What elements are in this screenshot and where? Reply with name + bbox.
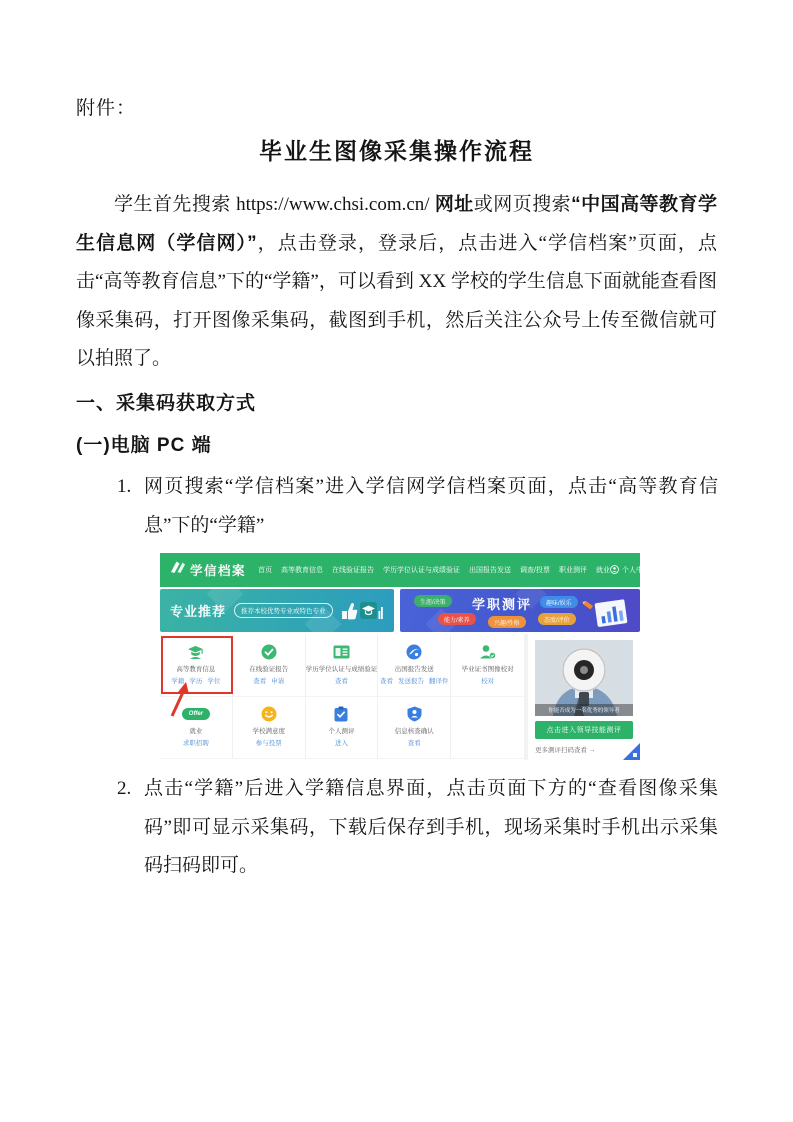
- card-title: 高等教育信息: [176, 665, 216, 673]
- chevron-down-icon: [654, 569, 660, 572]
- link-xueji[interactable]: 学籍: [171, 678, 185, 685]
- intro-bold1: 网址: [434, 194, 474, 215]
- user-menu[interactable]: [610, 565, 660, 576]
- link-vote[interactable]: 参与投票: [255, 740, 282, 747]
- brand-logo-icon: [169, 560, 186, 580]
- banner-right-title: 学职测评: [472, 597, 533, 612]
- red-arrow-annotation: [164, 680, 194, 720]
- enter-leadership-test-button[interactable]: 点击进入领导技能测评: [535, 721, 633, 739]
- card-online-verification: [233, 635, 306, 697]
- subsection-heading: (一)电脑 PC 端: [76, 435, 212, 456]
- step-2-number: 2.: [117, 778, 132, 799]
- intro-seg2: 或网页搜索: [473, 194, 572, 215]
- link-send-report[interactable]: 发送报告: [398, 678, 425, 685]
- user-menu-label: 个人中心: [621, 567, 650, 574]
- banner-right-illustration-icon: [582, 593, 634, 632]
- tag-attitude-evaluation: 态度/评价: [538, 613, 576, 625]
- card-title: 就业: [189, 727, 203, 735]
- banner-left-illustration-icon: [340, 599, 384, 623]
- qr-code-icon: [632, 752, 638, 758]
- card-title: 毕业证书图像校对: [461, 665, 514, 673]
- nav-degree-certification[interactable]: 学历学位认证与成绩验证: [383, 567, 461, 574]
- service-cards-zone: [160, 634, 640, 760]
- link-view-certification[interactable]: 查看: [334, 678, 348, 685]
- smiley-icon: [261, 705, 277, 722]
- card-title: 个人测评: [328, 727, 355, 735]
- intro-paragraph: [76, 186, 717, 379]
- nav-online-verification-report[interactable]: 在线验证报告: [332, 567, 375, 574]
- link-enter-test[interactable]: 进入: [334, 740, 348, 747]
- career-test-banner[interactable]: [400, 589, 640, 632]
- megaphone-promo-photo: [535, 640, 633, 716]
- nav-survey-vote[interactable]: 调查/投票: [520, 567, 550, 574]
- link-view-report[interactable]: 查看: [253, 678, 267, 685]
- intro-bold2: “中国高等教育学生信息网（学信网）”: [76, 194, 717, 254]
- globe-icon: [406, 643, 422, 660]
- step-1: [117, 468, 718, 545]
- card-title: 出国报告发送: [394, 665, 434, 673]
- offer-icon: Offer: [182, 705, 210, 722]
- chsi-url-text: https://www.chsi.com.cn/: [236, 194, 435, 215]
- tag-ability-quality: 能力/素养: [438, 613, 476, 625]
- nav-abroad-report[interactable]: 出国报告发送: [469, 567, 512, 574]
- section-heading: 一、采集码获取方式: [76, 393, 257, 414]
- promo-panel: [528, 634, 640, 760]
- link-view-abroad[interactable]: 查看: [380, 678, 394, 685]
- link-xueli[interactable]: 学历: [189, 678, 203, 685]
- step-2: [117, 770, 718, 886]
- link-view-confirm[interactable]: 查看: [407, 740, 421, 747]
- banner-left-subtitle: 推荐本校优势专业或特色专业: [234, 603, 333, 618]
- intro-seg1: 学生首先搜索: [114, 194, 237, 215]
- person-check-icon: [479, 643, 496, 660]
- card-diploma-photo-check: [451, 635, 524, 697]
- card-title: 信息核查确认: [394, 727, 434, 735]
- shield-person-icon: [407, 705, 422, 722]
- nav-home[interactable]: 首页: [258, 567, 273, 574]
- promo-caption: 你能否成为一名优秀的领导者: [535, 704, 633, 716]
- card-title: 在线验证报告: [249, 665, 289, 673]
- more-tests-link[interactable]: 更多测评扫码查看 →: [535, 747, 596, 754]
- link-xuewei[interactable]: 学位: [207, 678, 221, 685]
- clipboard-icon: [334, 705, 348, 722]
- brand[interactable]: [169, 560, 246, 580]
- nav-career-test[interactable]: 职业测评: [558, 567, 587, 574]
- card-school-satisfaction: [233, 697, 306, 759]
- step-1-number: 1.: [117, 476, 132, 497]
- banner-row: [160, 589, 640, 632]
- step-2-text: 点击“学籍”后进入学籍信息界面，点击页面下方的“查看图像采集码”即可显示采集码，下载后保存到手机，现场采集时手机出示采集码扫码即可。: [144, 778, 718, 877]
- card-title: 学历学位认证与成绩验证: [305, 665, 378, 673]
- link-job-hunting[interactable]: 求职招聘: [182, 740, 209, 747]
- link-proofread[interactable]: 校对: [481, 678, 495, 685]
- attachment-label: 附件：: [76, 98, 137, 119]
- tag-fun-entertainment: 趣味/娱乐: [540, 596, 578, 608]
- chsi-screenshot: [160, 553, 650, 760]
- tag-career-decision: 生涯/决策: [414, 595, 452, 607]
- link-translation[interactable]: 翻译件: [429, 678, 449, 685]
- card-degree-certification: [306, 635, 379, 697]
- card-abroad-report: [378, 635, 451, 697]
- site-navbar: [160, 553, 650, 587]
- page-title: 毕业生图像采集操作流程: [259, 139, 534, 164]
- person-circle-icon: [610, 565, 619, 576]
- card-info-confirm: [378, 697, 451, 759]
- link-apply-report[interactable]: 申请: [271, 678, 285, 685]
- card-personal-test: [306, 697, 379, 759]
- card-title: 学校满意度: [252, 727, 285, 735]
- tag-interest-personality: 兴趣/性格: [488, 616, 526, 628]
- brand-name: 学信档案: [190, 564, 247, 578]
- step-1-text: 网页搜索“学信档案”进入学信网学信档案页面，点击“高等教育信息”下的“学籍”: [144, 476, 718, 536]
- nav-higher-education-info[interactable]: 高等教育信息: [281, 567, 324, 574]
- report-card-icon: [333, 643, 350, 660]
- nav-links: [258, 565, 610, 575]
- intro-seg3: ，点击登录，登录后，点击进入“学信档案”页面，点击“高等教育信息”下的“学籍”，可以看到 XX 学校的学生信息下面就能查看图像采集码，打开图像采集码，截图到手机，然后关注公众号上传至微信就可以拍照了。: [76, 232, 717, 370]
- card-empty: [451, 697, 524, 759]
- shield-check-icon: [261, 643, 277, 660]
- nav-employment[interactable]: 就业: [595, 567, 610, 574]
- major-recommend-banner[interactable]: [160, 589, 394, 632]
- banner-left-title: 专业推荐: [170, 604, 227, 619]
